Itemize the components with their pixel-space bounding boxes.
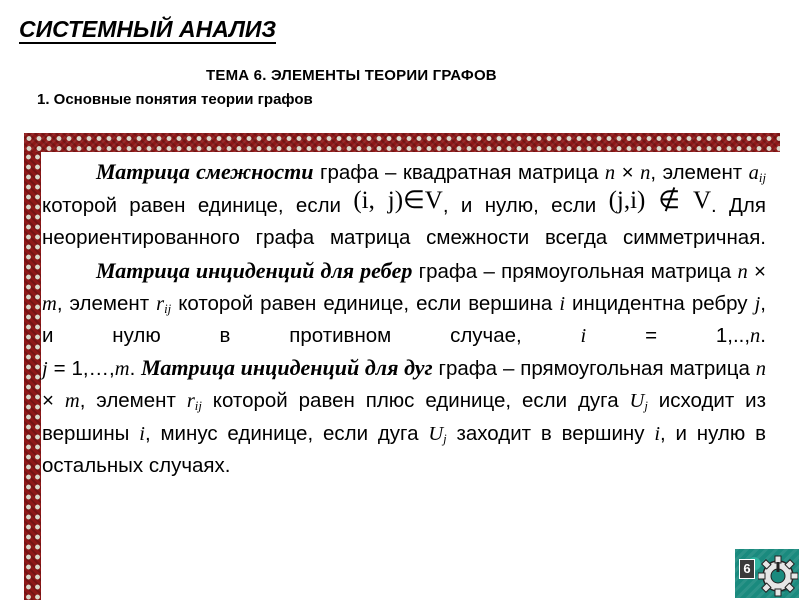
gear-icon <box>758 553 798 599</box>
element-r-arc: $r_{ij}$ <box>186 390 202 414</box>
element-a: $a_{ij}$ <box>748 162 766 185</box>
slide-body <box>42 156 766 482</box>
decorative-side-stripe <box>24 152 41 600</box>
slide-number: 6 <box>739 559 755 579</box>
term-edge-incidence-matrix: Матрица инциденций для ребер <box>96 257 413 283</box>
formula-ij-in-v: (i, j)∈V <box>353 187 443 215</box>
arc-u: $U_j$ <box>629 390 648 414</box>
paragraph-arc-incidence-matrix: j = 1,…,m. Матрица инциденций для дуг графа – прямоугольная матрица n × m, элемент $r_{ij}$ которой равен плюс единице, если дуга $U_j$ исходит из вершины i, минус единице, если дуга $U_j$ заходит в вершину i, и нулю в остальных случаях. <box>42 355 767 477</box>
formula-ji-not-in-v: (j,i) ∉ V <box>608 187 712 215</box>
topic-title: ТЕМА 6. ЭЛЕМЕНТЫ ТЕОРИИ ГРАФОВ <box>206 67 497 84</box>
paragraph-adjacency-matrix: Матрица смежности графа – квадратная матрица n × n, элемент $a_{ij}$ которой равен единице, если (i, j)∈V, и нулю, если (j,i) ∉ V. Для неориентированного графа матрица смежности всегда симметричная. <box>42 159 766 250</box>
decorative-band <box>24 133 780 152</box>
section-title: 1. Основные понятия теории графов <box>37 91 313 108</box>
paragraph-edge-incidence-matrix: Матрица инциденций для ребер графа – прямоугольная матрица n × m, элемент $r_{ij}$ которой равен единице, если вершина i инцидентна ребру j, и нулю в противном случае, i = 1,..,n. <box>42 257 767 348</box>
term-arc-incidence-matrix: Матрица инциденций для дуг <box>141 355 433 381</box>
arc-u-2: $U_j$ <box>428 422 447 446</box>
element-r: $r_{ij}$ <box>156 292 172 316</box>
course-title: СИСТЕМНЫЙ АНАЛИЗ <box>19 16 277 42</box>
term-adjacency-matrix: Матрица смежности <box>96 159 314 184</box>
